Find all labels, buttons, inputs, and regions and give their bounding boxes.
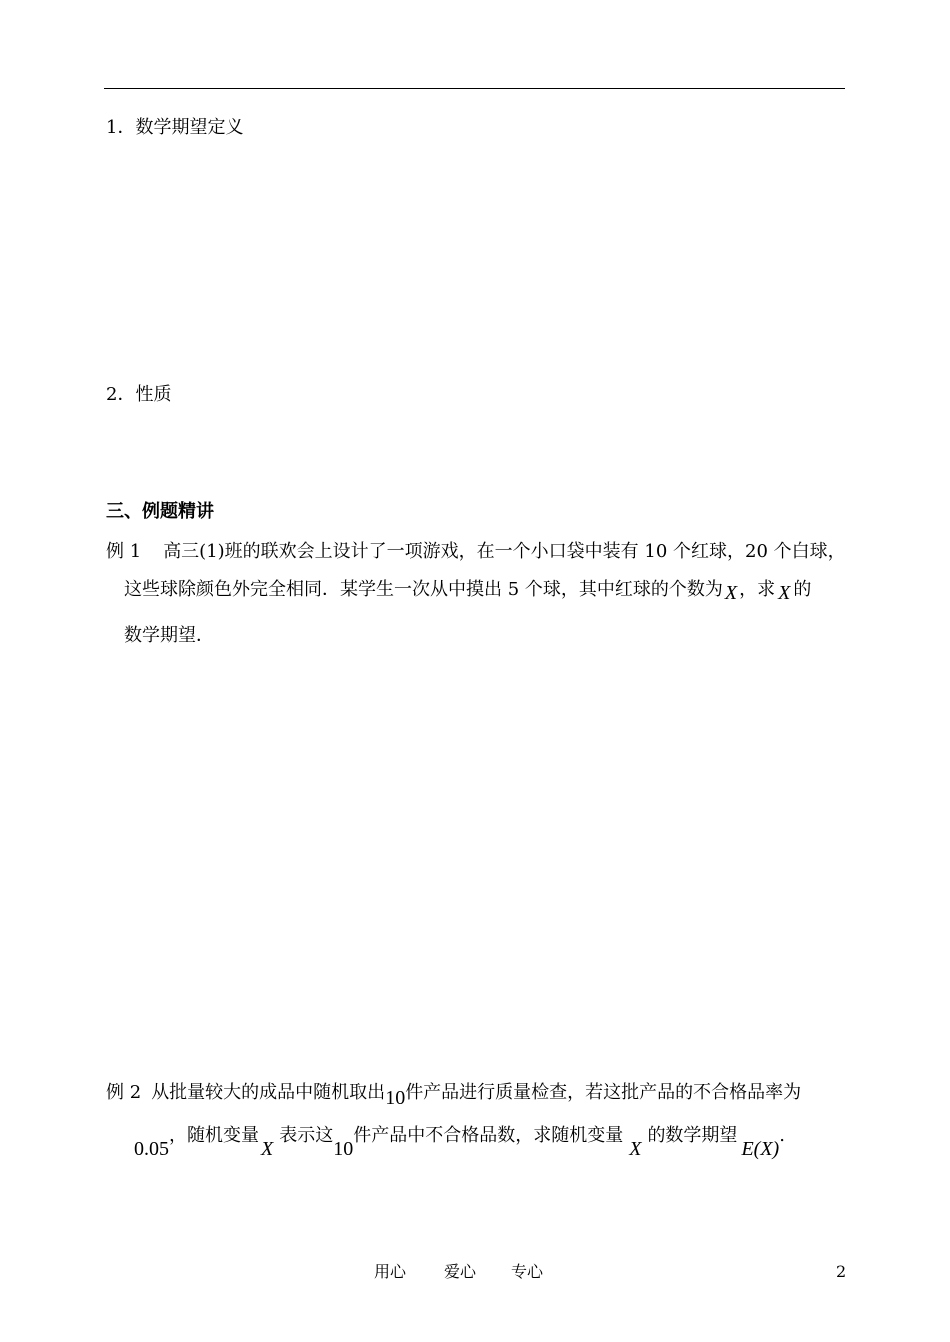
footer-motto-1: 用心 (374, 1262, 407, 1281)
example-2-label: 例 2 (106, 1082, 142, 1103)
sentence-end: . (779, 1125, 785, 1146)
example-1-text-2c: 的 (793, 579, 812, 600)
var-x: X (778, 582, 791, 604)
page-number: 2 (836, 1262, 847, 1281)
example-2-text-1a: 从批量较大的成品中随机取出 (151, 1082, 386, 1103)
header-rule (104, 88, 845, 89)
example-2-line-1 (106, 1081, 802, 1109)
footer-motto-3: 专心 (511, 1262, 544, 1281)
var-x: X (724, 582, 738, 604)
section-2-heading: 2．性质 (106, 384, 172, 405)
example-2-line-2 (134, 1124, 785, 1160)
example-2-text-2b: 表示这 (279, 1125, 334, 1146)
example-1-text-1: 高三(1)班的联欢会上设计了一项游戏，在一个小口袋中装有 10 个红球，20 个白球， (163, 541, 846, 562)
example-1-text-2b: ，求 (739, 579, 776, 600)
example-1-line-1 (106, 541, 846, 563)
rate-value: 0.05 (134, 1138, 169, 1160)
example-1-line-2 (124, 578, 812, 604)
expectation-ex: E(X) (741, 1138, 780, 1160)
example-2-text-1b: 件产品进行质量检查，若这批产品的不合格品率为 (405, 1082, 802, 1103)
section-1-heading: 1．数学期望定义 (106, 117, 244, 138)
example-1-line-3: 数学期望． (124, 625, 214, 646)
number-10: 10 (385, 1087, 406, 1109)
footer-motto-2: 爱心 (444, 1262, 477, 1281)
number-10: 10 (333, 1138, 354, 1160)
section-3-heading: 三、例题精讲 (106, 501, 214, 522)
var-x: X (261, 1138, 274, 1160)
example-1-text-2a: 这些球除颜色外完全相同．某学生一次从中摸出 5 个球，其中红球的个数为 (124, 579, 723, 600)
example-2-text-2c: 件产品中不合格品数，求随机变量 (353, 1125, 624, 1146)
example-1-label: 例 1 (106, 541, 142, 562)
var-x: X (629, 1138, 642, 1160)
example-2-text-2a: ，随机变量 (169, 1125, 259, 1146)
example-2-text-2d: 的数学期望 (647, 1125, 738, 1146)
